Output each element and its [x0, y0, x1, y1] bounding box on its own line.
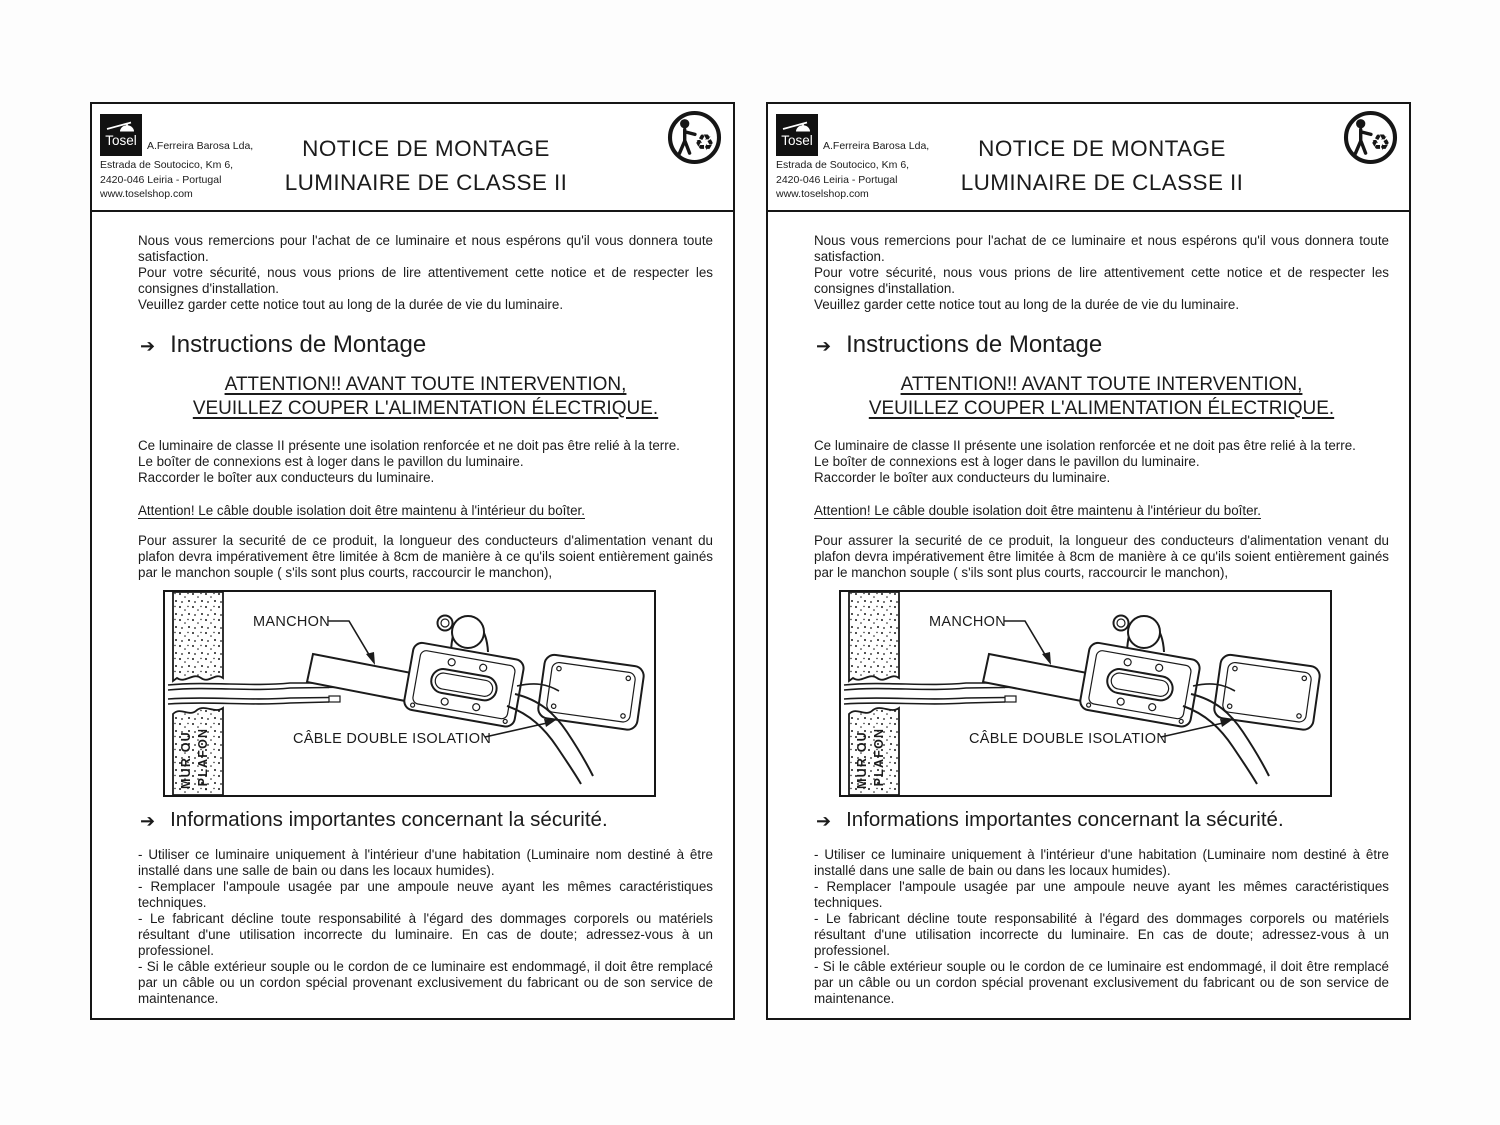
diagram-drawing	[841, 592, 1330, 795]
class2-notes	[814, 438, 1389, 486]
note-line: Le boîter de connexions est à loger dans le pavillon du luminaire.	[814, 454, 1200, 469]
security-bullet: - Remplacer l'ampoule usagée par une ampoule neuve ayant les mêmes caractéristiques techniques.	[814, 879, 1389, 910]
note-line: Raccorder le boîter aux conducteurs du luminaire.	[814, 470, 1111, 485]
security-bullet: - Si le câble extérieur souple ou le cordon de ce luminaire est endommagé, il doit être remplacé par un câble ou un cordon spécial provenant exclusivement du fabricant ou de son service de maintenance.	[814, 959, 1389, 1006]
security-bullet: - Utiliser ce luminaire uniquement à l'intérieur d'une habitation (Luminaire nom destiné à être installé dans une salle de bain ou dans les locaux humides).	[814, 847, 1389, 878]
connection-box	[1079, 641, 1201, 727]
diagram-drawing	[165, 592, 654, 795]
wall-label-line1: MUR OU	[855, 731, 869, 789]
wall-label-line2: .PLAFON	[196, 727, 210, 791]
company-name: A.Ferreira Barosa Lda,	[147, 140, 254, 152]
wall-upper-segment	[849, 592, 899, 681]
page-body	[92, 233, 733, 1007]
security-section-heading	[816, 808, 1389, 832]
warning-line: ATTENTION!! AVANT TOUTE INTERVENTION,	[224, 374, 627, 395]
address-line: 2420-046 Leiria - Portugal	[776, 173, 898, 186]
supply-wires	[168, 682, 340, 705]
intro-paragraph: Pour votre sécurité, nous vous prions de lire attentivement cette notice et de respecter les consignes d'installation.	[814, 265, 1389, 296]
title-line-2: LUMINAIRE DE CLASSE II	[284, 169, 568, 195]
intro-paragraph: Nous vous remercions pour l'achat de ce luminaire et nous espérons qu'il vous donnera toute satisfaction.	[814, 233, 1389, 264]
cable-label: CÂBLE DOUBLE ISOLATION	[969, 731, 1168, 747]
address-line: Estrada de Soutocico, Km 6,	[776, 159, 910, 171]
page-header	[768, 104, 1409, 212]
security-bullet: - Utiliser ce luminaire uniquement à l'intérieur d'une habitation (Luminaire nom destiné à être installé dans une salle de bain ou dans les locaux humides).	[138, 847, 713, 878]
installation-diagram	[163, 590, 656, 797]
title-line-1: NOTICE DE MONTAGE	[302, 136, 550, 161]
document-title	[119, 129, 733, 199]
wall-upper-segment	[173, 592, 223, 681]
note-line: Ce luminaire de classe II présente une isolation renforcée et ne doit pas être relié à la terre.	[138, 438, 680, 453]
class2-notes	[138, 438, 713, 486]
manchon-paragraph: Pour assurer la securité de ce produit, la longueur des conducteurs d'alimentation venant du plafon devra impérativement être limitée à 8cm de manière à ce qu'ils soient entièrement gainés par le manchon souple ( s'ils sont plus courts, raccourcir le manchon),	[138, 533, 713, 580]
website-url: www.toselshop.com	[776, 188, 869, 200]
note-line: Ce luminaire de classe II présente une isolation renforcée et ne doit pas être relié à la terre.	[814, 438, 1356, 453]
recycle-arrows-glyph: ♻	[1370, 129, 1391, 156]
intro-paragraph: Pour votre sécurité, nous vous prions de lire attentivement cette notice et de respecter les consignes d'installation.	[138, 265, 713, 296]
wall-label-line1: MUR OU	[179, 731, 193, 789]
montage-section-heading	[140, 331, 713, 359]
arrow-right-icon: ➔	[816, 810, 832, 831]
note-line: Raccorder le boîter aux conducteurs du luminaire.	[138, 470, 435, 485]
cable-attention-note: Attention! Le câble double isolation doit être maintenu à l'intérieur du boîter.	[138, 503, 585, 518]
security-bullet: - Remplacer l'ampoule usagée par une ampoule neuve ayant les mêmes caractéristiques techniques.	[138, 879, 713, 910]
montage-heading-text: Instructions de Montage	[170, 331, 427, 358]
supply-wires	[844, 682, 1016, 705]
page-header	[92, 104, 733, 212]
cable-label: CÂBLE DOUBLE ISOLATION	[293, 731, 492, 747]
manchon-label: MANCHON	[253, 614, 331, 630]
warning-line: VEUILLEZ COUPER L'ALIMENTATION ÉLECTRIQUE.	[868, 397, 1335, 419]
security-section-heading	[140, 808, 713, 832]
website-url: www.toselshop.com	[100, 188, 193, 200]
triman-recycling-icon	[666, 109, 723, 166]
intro-paragraph: Veuillez garder cette notice tout au long de la durée de vie du luminaire.	[814, 297, 1240, 312]
wall-label-line2: .PLAFON	[872, 727, 886, 791]
instruction-page	[90, 102, 735, 1020]
security-heading-text: Informations importantes concernant la sécurité.	[170, 808, 608, 831]
triman-recycling-icon	[1342, 109, 1399, 166]
note-line: Le boîter de connexions est à loger dans le pavillon du luminaire.	[138, 454, 524, 469]
address-line: Estrada de Soutocico, Km 6,	[100, 159, 234, 171]
montage-section-heading	[816, 331, 1389, 359]
security-bullets	[814, 847, 1389, 1007]
recycle-arrows-glyph: ♻	[694, 129, 715, 156]
manchon-paragraph: Pour assurer la securité de ce produit, la longueur des conducteurs d'alimentation venant du plafon devra impérativement être limitée à 8cm de manière à ce qu'ils soient entièrement gainés par le manchon souple ( s'ils sont plus courts, raccourcir le manchon),	[814, 533, 1389, 580]
instruction-page-copy	[766, 102, 1411, 1020]
warning-line: ATTENTION!! AVANT TOUTE INTERVENTION,	[900, 374, 1303, 395]
logo-brand-text: Tosel	[781, 133, 813, 148]
arrow-right-icon: ➔	[140, 335, 156, 356]
cable-attention-note: Attention! Le câble double isolation doit être maintenu à l'intérieur du boîter.	[814, 503, 1261, 518]
cover-plate	[537, 654, 645, 731]
page-body	[768, 233, 1409, 1007]
security-bullet: - Le fabricant décline toute responsabilité à l'égard des dommages corporels ou matériels résultant d'une utilisation incorrecte du luminaire. En cas de doute; adressez-vous à un professionel.	[138, 911, 713, 958]
document-title	[795, 129, 1409, 199]
connection-box	[403, 641, 525, 727]
security-bullets	[138, 847, 713, 1007]
manchon-label: MANCHON	[929, 614, 1007, 630]
power-warning	[814, 373, 1389, 420]
logo-brand-text: Tosel	[105, 133, 137, 148]
cover-plate	[1213, 654, 1321, 731]
intro-paragraph: Veuillez garder cette notice tout au long de la durée de vie du luminaire.	[138, 297, 564, 312]
title-line-1: NOTICE DE MONTAGE	[978, 136, 1226, 161]
security-bullet: - Le fabricant décline toute responsabilité à l'égard des dommages corporels ou matériels résultant d'une utilisation incorrecte du luminaire. En cas de doute; adressez-vous à un professionel.	[814, 911, 1389, 958]
address-line: 2420-046 Leiria - Portugal	[100, 173, 222, 186]
warning-line: VEUILLEZ COUPER L'ALIMENTATION ÉLECTRIQUE.	[192, 397, 659, 419]
security-bullet: - Si le câble extérieur souple ou le cordon de ce luminaire est endommagé, il doit être remplacé par un câble ou un cordon spécial provenant exclusivement du fabricant ou de son service de maintenance.	[138, 959, 713, 1006]
arrow-right-icon: ➔	[816, 335, 832, 356]
montage-heading-text: Instructions de Montage	[846, 331, 1103, 358]
intro-paragraph: Nous vous remercions pour l'achat de ce luminaire et nous espérons qu'il vous donnera toute satisfaction.	[138, 233, 713, 264]
power-warning	[138, 373, 713, 420]
installation-diagram	[839, 590, 1332, 797]
arrow-right-icon: ➔	[140, 810, 156, 831]
security-heading-text: Informations importantes concernant la sécurité.	[846, 808, 1284, 831]
title-line-2: LUMINAIRE DE CLASSE II	[960, 169, 1244, 195]
company-name: A.Ferreira Barosa Lda,	[823, 140, 930, 152]
